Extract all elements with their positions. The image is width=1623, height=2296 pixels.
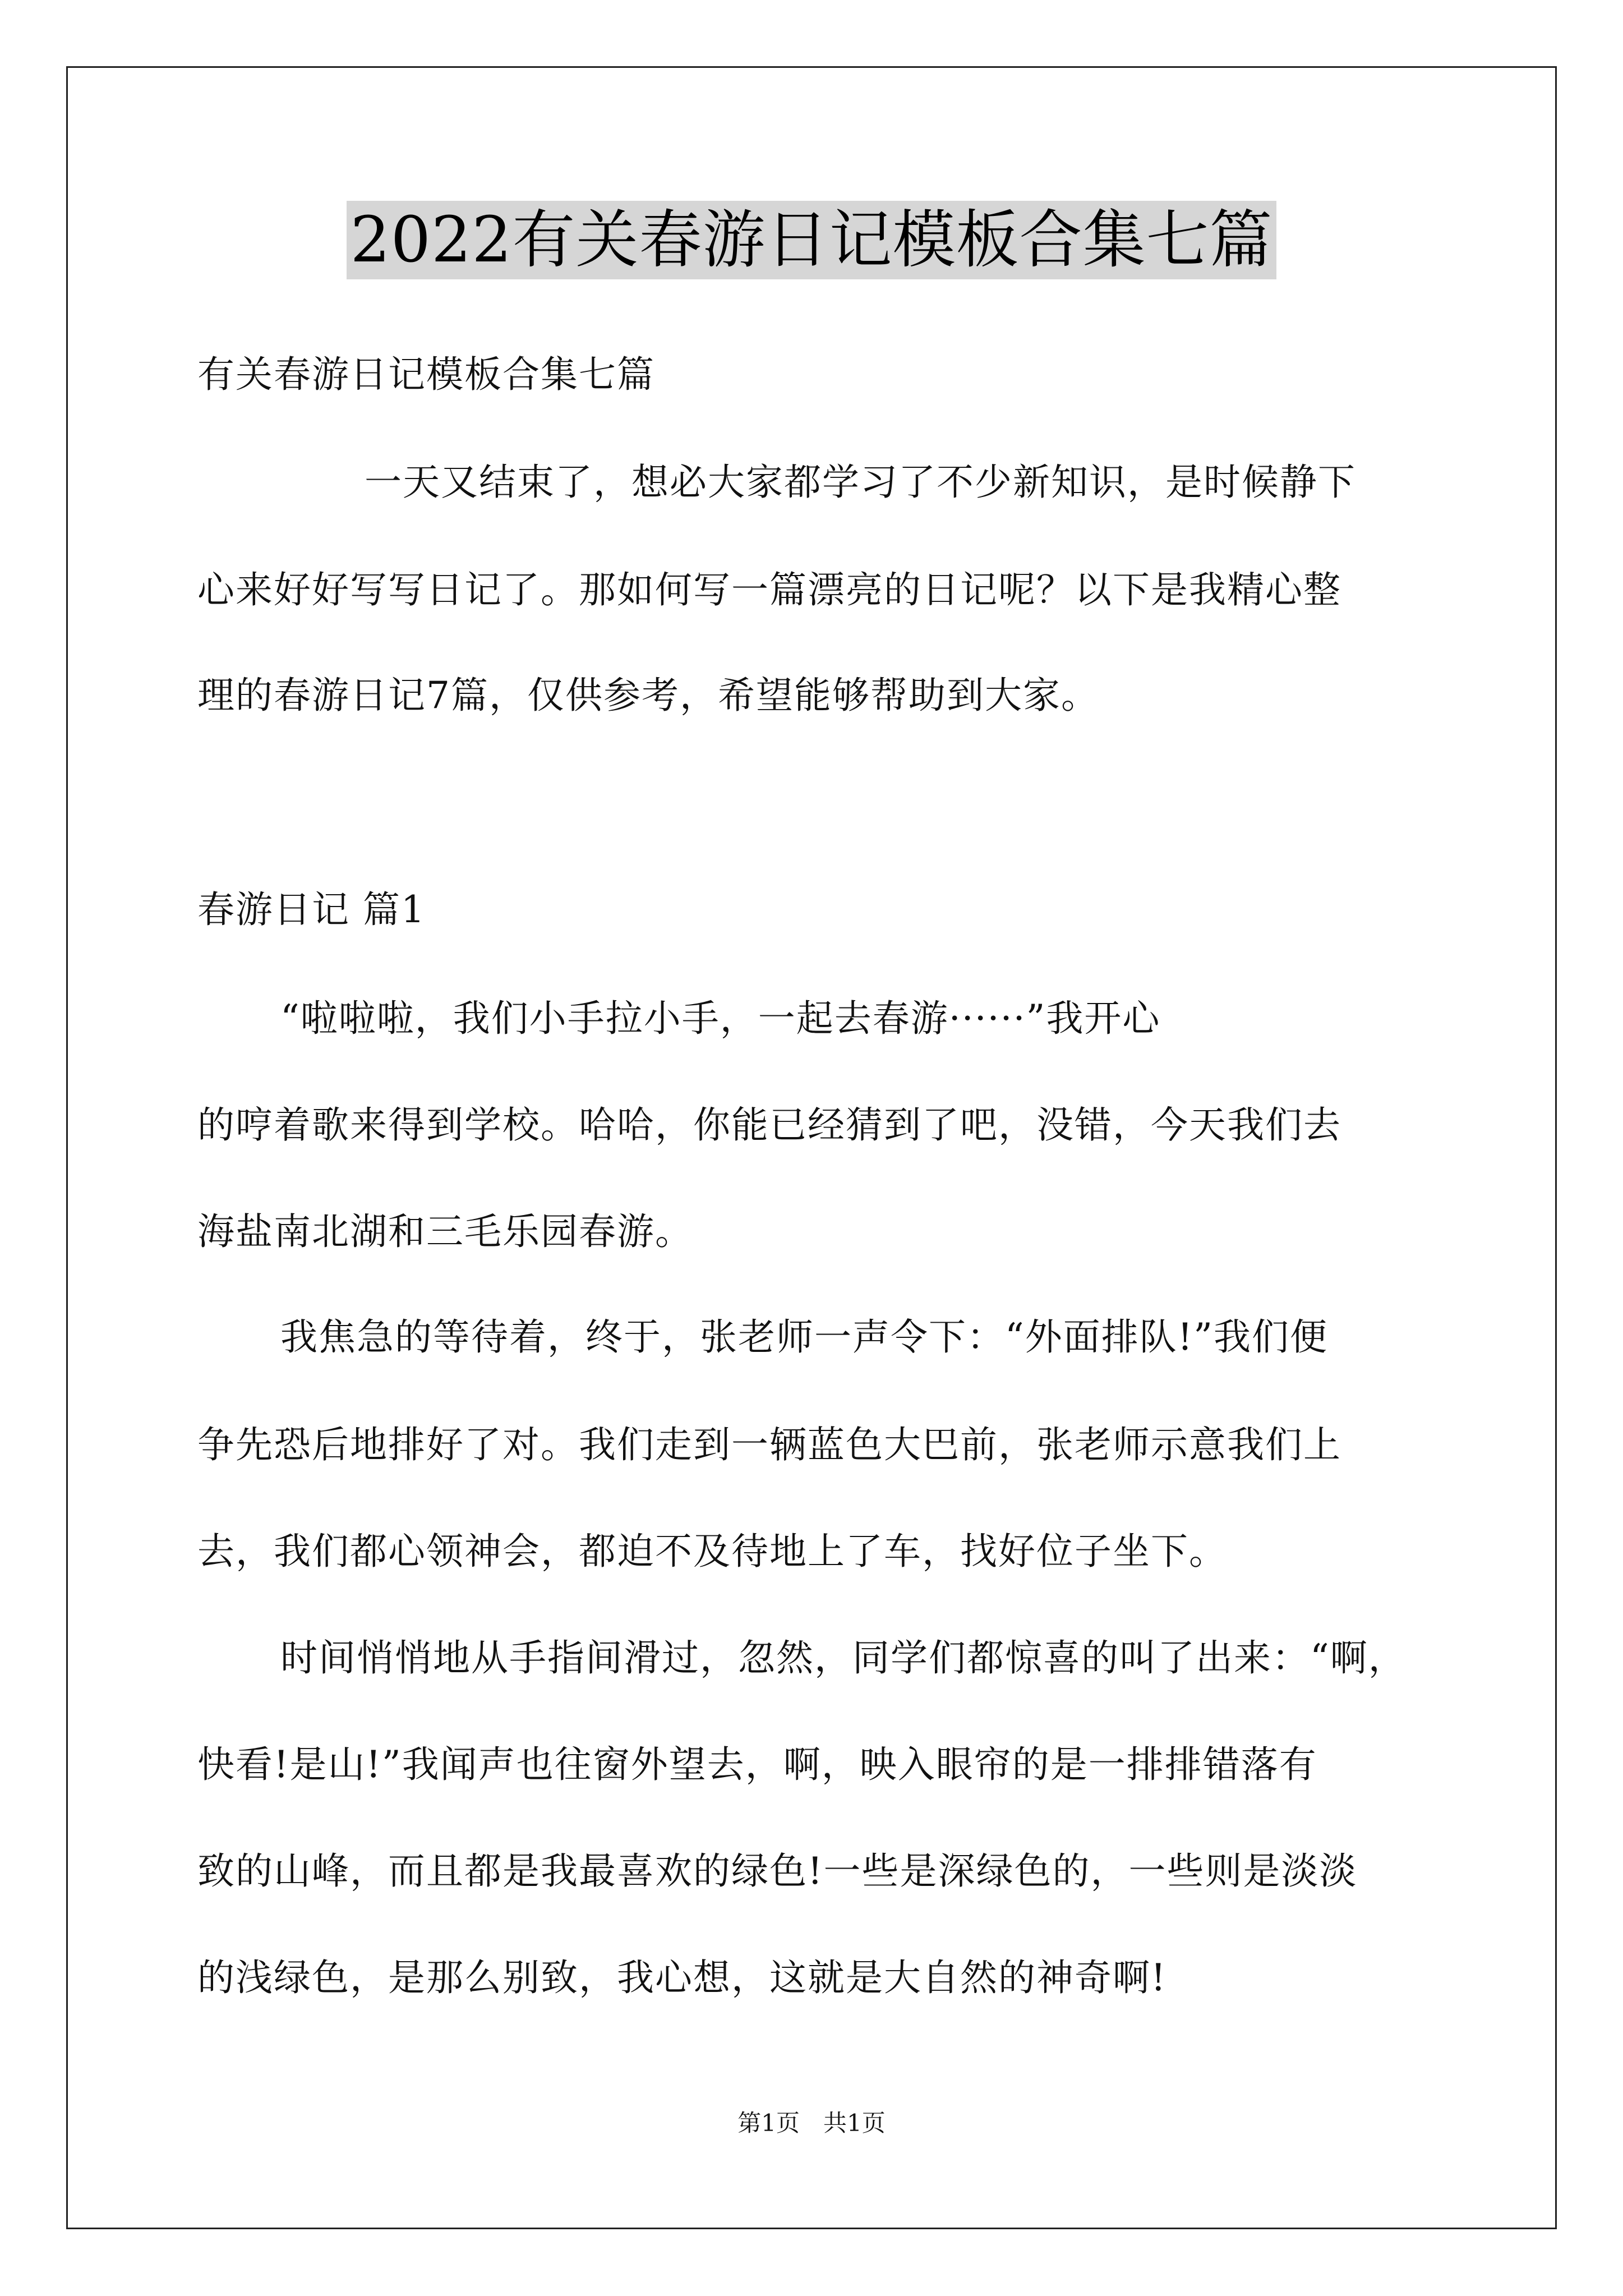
- intro-line: 理的春游日记7篇，仅供参考，希望能够帮助到大家。: [197, 674, 1099, 717]
- page-footer: 第1页 共1页: [737, 2109, 886, 2137]
- paragraph-line: 致的山峰，而且都是我最喜欢的绿色!一些是深绿色的，一些则是淡淡: [197, 1849, 1358, 1893]
- section-heading: 春游日记 篇1: [197, 888, 426, 931]
- paragraph-line: 争先恐后地排好了对。我们走到一辆蓝色大巴前，张老师示意我们上: [197, 1423, 1341, 1466]
- intro-line: 一天又结束了，想必大家都学习了不少新知识，是时候静下: [365, 461, 1356, 504]
- paragraph-line: 快看!是山!”我闻声也往窗外望去，啊，映入眼帘的是一排排错落有: [197, 1743, 1317, 1786]
- paragraph-line: 的浅绿色，是那么别致，我心想，这就是大自然的神奇啊!: [197, 1956, 1167, 1999]
- paragraph-line: 海盐南北湖和三毛乐园春游。: [197, 1210, 693, 1253]
- document-subtitle: 有关春游日记模板合集七篇: [197, 353, 655, 396]
- title-container: [0, 201, 1623, 279]
- paragraph-line: 时间悄悄地从手指间滑过，忽然，同学们都惊喜的叫了出来：“啊，: [280, 1636, 1407, 1680]
- paragraph-line: 我焦急的等待着，终于，张老师一声令下：“外面排队!”我们便: [280, 1315, 1329, 1359]
- paragraph-line: 去，我们都心领神会，都迫不及待地上了车，找好位子坐下。: [197, 1530, 1227, 1573]
- intro-line: 心来好好写写日记了。那如何写一篇漂亮的日记呢？以下是我精心整: [197, 568, 1341, 611]
- paragraph-line: “啦啦啦，我们小手拉小手，一起去春游······”我开心: [280, 997, 1161, 1040]
- document-title: 2022有关春游日记模板合集七篇: [347, 201, 1276, 279]
- paragraph-line: 的哼着歌来得到学校。哈哈，你能已经猜到了吧，没错，今天我们去: [197, 1103, 1341, 1147]
